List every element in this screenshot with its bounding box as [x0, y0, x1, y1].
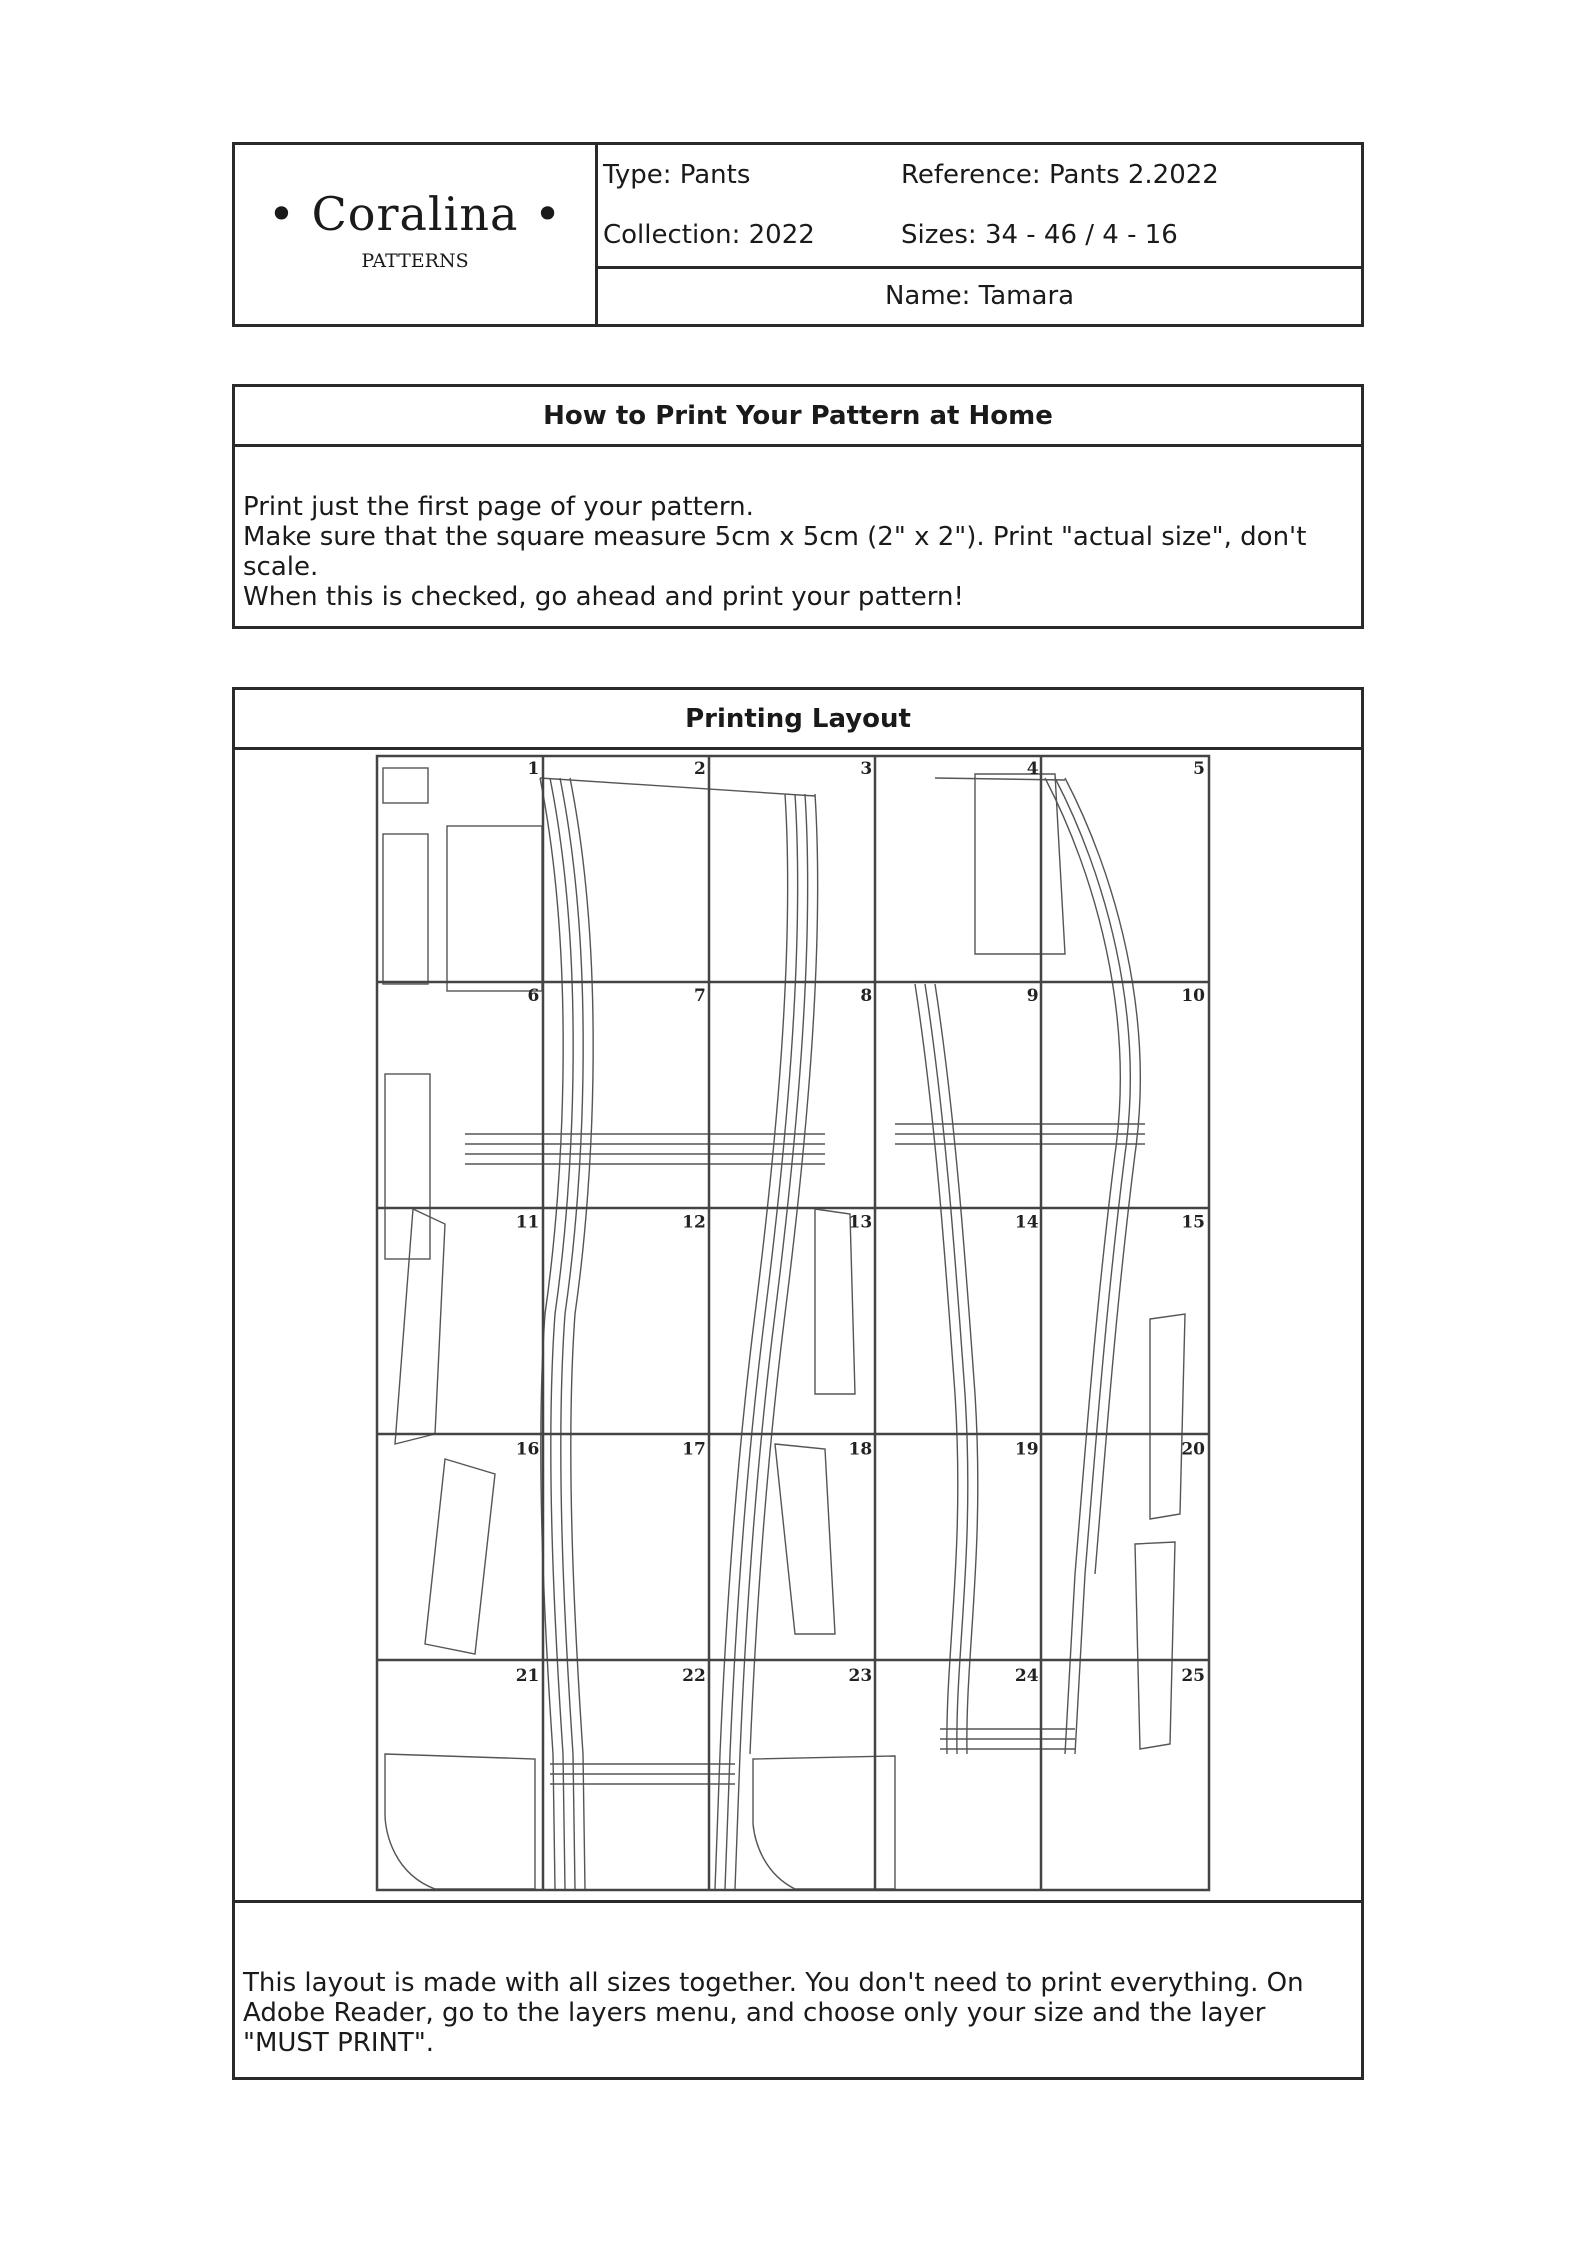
page-tile-number: 9 — [1026, 985, 1039, 1006]
document-header — [232, 142, 1364, 327]
instruction-line: Make sure that the square measure 5cm x 5cm (2" x 2"). Print "actual size", don't scale. — [243, 522, 1307, 582]
page-tile-number: 17 — [682, 1439, 706, 1460]
printing-layout-footer — [235, 1900, 1361, 2083]
pattern-tile-layout — [375, 754, 1211, 1892]
page-tile-number: 5 — [1193, 759, 1205, 779]
page-tile-number: 3 — [860, 759, 873, 779]
page-tile-number: 22 — [682, 1666, 706, 1687]
page-grid — [377, 756, 1209, 1890]
page-tile-number: 1 — [527, 759, 540, 779]
page-tile-number: 19 — [1014, 1439, 1039, 1460]
page-tile-number: 7 — [693, 985, 706, 1006]
page-tile-number: 16 — [515, 1439, 540, 1460]
page-tile-number: 8 — [860, 985, 873, 1006]
instruction-line: Print just the first page of your pattern. — [243, 492, 754, 522]
page-tile-number: 15 — [1181, 1212, 1205, 1233]
page-tile-number: 18 — [848, 1439, 873, 1460]
how-to-print-body — [243, 492, 1353, 612]
pattern-type: Type: Pants — [603, 160, 751, 190]
how-to-print-title: How to Print Your Pattern at Home — [235, 387, 1361, 447]
brand-logo — [235, 145, 598, 324]
pattern-info-top — [598, 145, 1361, 269]
page-tile-number: 24 — [1014, 1666, 1039, 1687]
instruction-line: When this is checked, go ahead and print your pattern! — [243, 582, 964, 612]
page-tile-number: 11 — [515, 1212, 540, 1233]
pattern-reference: Reference: Pants 2.2022 — [901, 160, 1219, 190]
pattern-name: Name: Tamara — [884, 281, 1075, 311]
page-tile-number: 12 — [682, 1212, 706, 1233]
pattern-collection: Collection: 2022 — [603, 220, 815, 250]
page-tile-number: 10 — [1181, 985, 1205, 1006]
how-to-print-section — [232, 384, 1364, 629]
brand-subtitle: PATTERNS — [361, 250, 469, 272]
printing-layout-title: Printing Layout — [235, 690, 1361, 750]
page-tile-number: 13 — [848, 1212, 873, 1233]
page-tile-number: 6 — [527, 985, 540, 1006]
pattern-info — [598, 145, 1361, 324]
pattern-pieces-illustration — [383, 768, 1185, 1889]
page-tile-number: 4 — [1026, 759, 1039, 779]
page-tile-number: 14 — [1014, 1212, 1039, 1233]
pattern-sizes: Sizes: 34 - 46 / 4 - 16 — [901, 220, 1178, 250]
printing-layout-section — [232, 687, 1364, 2080]
page-tile-number: 20 — [1181, 1439, 1205, 1460]
brand-name: • Coralina • — [267, 187, 563, 241]
page-tile-number: 25 — [1181, 1666, 1205, 1687]
page-tile-number: 21 — [515, 1666, 540, 1687]
page-tile-number: 2 — [693, 759, 706, 779]
printing-layout-note: This layout is made with all sizes together. You don't need to print everything. On Adobe Reader, go to the layers menu, and choose only your size and the layer "MUST PRINT". — [243, 1968, 1304, 2058]
page-tile-number: 23 — [848, 1666, 873, 1687]
